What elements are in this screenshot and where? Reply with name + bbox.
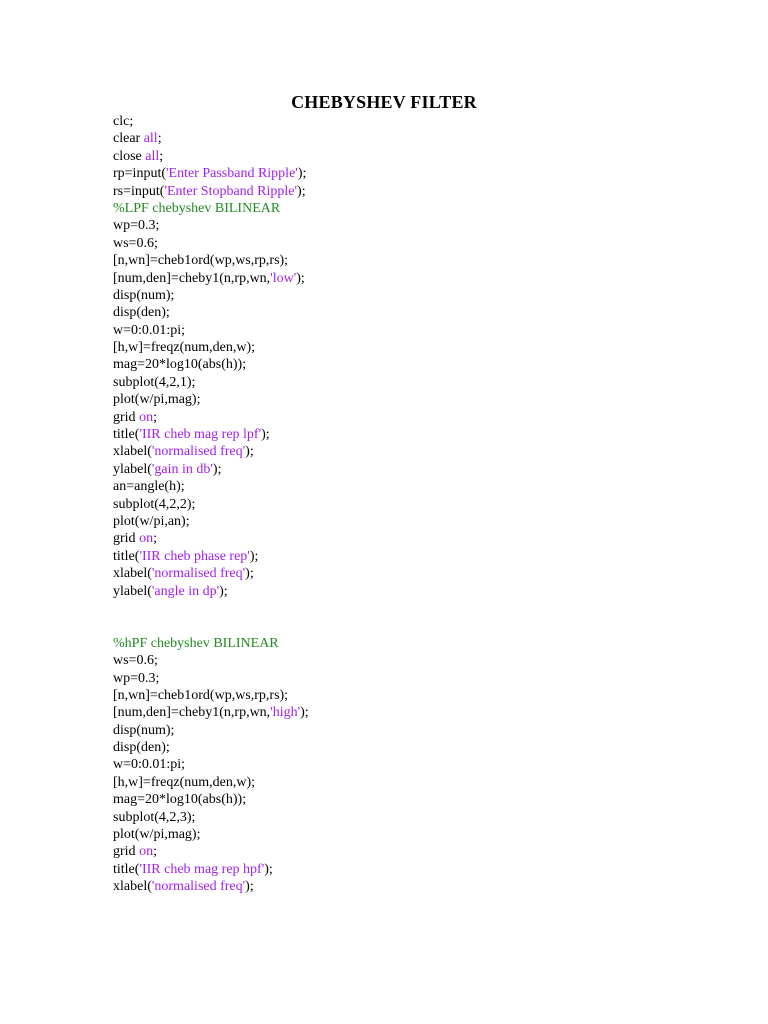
code-line [113,530,713,547]
code-string: 'gain in db' [151,461,213,477]
code-text: ); [249,548,259,564]
code-text: plot(w/pi,mag); [113,827,201,843]
code-text: w=0:0.01:pi; [113,322,186,338]
code-text: grid [113,844,140,860]
code-keyword: on [139,409,154,425]
code-text: ; [153,531,157,547]
code-line [113,756,713,773]
code-text: wp=0.3; [113,670,160,686]
code-text: grid [113,409,140,425]
code-line [113,635,713,652]
code-line [113,356,713,373]
code-string: 'low' [270,270,297,286]
code-text: [num,den]=cheby1(n,rp,wn, [113,270,271,286]
code-line [113,339,713,356]
code-text: wp=0.3; [113,218,160,234]
code-string: 'normalised freq' [151,444,246,460]
code-text: clc; [113,114,134,129]
code-text: xlabel( [113,879,152,895]
code-text: title( [113,548,140,564]
code-comment: %hPF chebyshev BILINEAR [113,635,279,651]
code-text: disp(den); [113,305,170,321]
code-text: ); [212,461,222,477]
code-text: ); [245,444,254,460]
code-string: 'high' [270,705,301,721]
code-text: ); [300,705,309,721]
code-text: ); [245,879,254,895]
code-text: ); [296,270,305,286]
code-line [113,426,713,443]
code-line [113,235,713,252]
code-line [113,165,713,182]
code-line [113,148,713,165]
code-text: ws=0.6; [113,235,158,251]
code-line [113,583,713,600]
code-text: subplot(4,2,1); [113,374,196,390]
code-string: 'normalised freq' [151,566,246,582]
code-text: mag=20*log10(abs(h)); [113,357,247,373]
code-text: disp(den); [113,740,170,756]
code-line [113,565,713,582]
code-line [113,183,713,200]
code-line [113,409,713,426]
code-text: ; [153,409,157,425]
code-text: grid [113,531,140,547]
code-text: [num,den]=cheby1(n,rp,wn, [113,705,271,721]
code-text: ; [159,148,164,164]
code-line [113,861,713,878]
code-comment: %LPF chebyshev BILINEAR [113,200,281,216]
code-text: rs=input( [113,183,165,199]
code-text: ylabel( [113,583,152,599]
code-line [113,739,713,756]
code-text: ); [297,183,306,199]
code-line [113,304,713,321]
code-text: xlabel( [113,566,152,582]
code-line [113,809,713,826]
code-line [113,704,713,721]
code-text: mag=20*log10(abs(h)); [113,792,247,808]
code-line [113,722,713,739]
code-line [113,252,713,269]
code-text: subplot(4,2,3); [113,809,196,825]
code-text: ; [153,844,157,860]
code-text: [h,w]=freqz(num,den,w); [113,774,256,790]
code-text: plot(w/pi,mag); [113,392,201,408]
code-keyword: all [145,148,160,164]
code-text: ylabel( [113,461,152,477]
code-line [113,774,713,791]
code-text: subplot(4,2,2); [113,496,196,512]
code-line [113,826,713,843]
code-line [113,287,713,304]
code-text: ws=0.6; [113,653,158,669]
code-line [113,374,713,391]
code-line [113,130,713,147]
code-text: title( [113,861,140,877]
code-text: disp(num); [113,287,175,303]
code-line [113,322,713,339]
blank-line [113,617,713,634]
code-line [113,548,713,565]
code-line [113,443,713,460]
code-text: [n,wn]=cheb1ord(wp,ws,rp,rs); [113,253,289,269]
code-line [113,670,713,687]
code-text: title( [113,427,140,443]
code-block [113,113,713,896]
code-line [113,652,713,669]
code-string: 'normalised freq' [151,879,246,895]
code-text: clear [113,131,144,147]
blank-line [113,600,713,617]
code-keyword: all [143,131,158,147]
code-line [113,478,713,495]
code-text: [n,wn]=cheb1ord(wp,ws,rp,rs); [113,687,289,703]
code-string: 'IIR cheb phase rep' [139,548,250,564]
code-string: 'Enter Stopband Ripple' [164,183,298,199]
code-text: ); [297,166,307,182]
code-line [113,513,713,530]
code-text: ); [219,583,228,599]
page-title: CHEBYSHEV FILTER [291,92,477,112]
code-text: xlabel( [113,444,152,460]
code-text: ); [264,861,273,877]
code-text: an=angle(h); [113,479,185,495]
code-string: 'IIR cheb mag rep hpf' [139,861,265,877]
code-keyword: on [139,531,154,547]
code-text: w=0:0.01:pi; [113,757,186,773]
code-line [113,496,713,513]
code-line [113,687,713,704]
code-string: 'IIR cheb mag rep lpf' [139,427,262,443]
code-text: [h,w]=freqz(num,den,w); [113,340,256,356]
code-line [113,270,713,287]
code-line [113,461,713,478]
code-line [113,878,713,895]
code-line [113,113,713,130]
code-text: rp=input( [113,166,166,182]
code-line [113,843,713,860]
code-text: ); [261,427,270,443]
code-keyword: on [139,844,154,860]
code-line [113,200,713,217]
code-text: plot(w/pi,an); [113,513,190,529]
code-text: ; [157,131,162,147]
code-line [113,217,713,234]
code-line [113,791,713,808]
code-text: disp(num); [113,722,175,738]
code-string: 'Enter Passband Ripple' [166,166,298,182]
code-text: close [113,148,146,164]
code-line [113,391,713,408]
code-text: ); [245,566,254,582]
code-string: 'angle in dp' [151,583,220,599]
